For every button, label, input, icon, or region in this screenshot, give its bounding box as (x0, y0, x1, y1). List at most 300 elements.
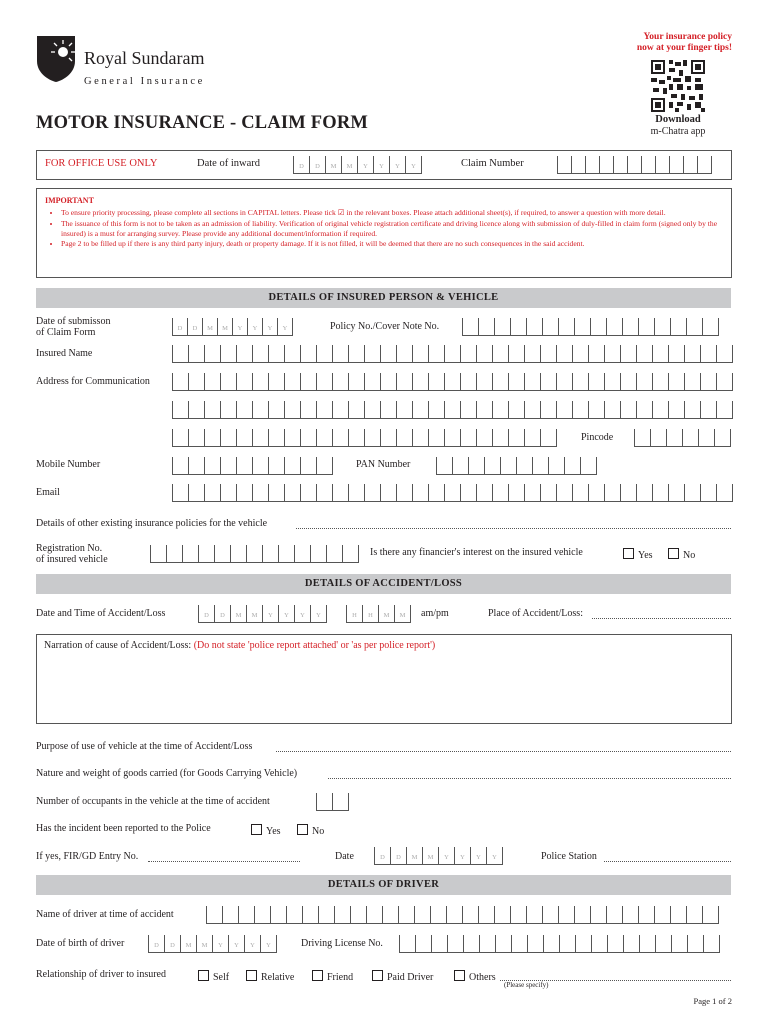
entry-cell[interactable] (269, 429, 285, 446)
entry-cell[interactable] (269, 484, 285, 501)
entry-cell[interactable] (525, 373, 541, 390)
entry-cell[interactable] (173, 401, 189, 418)
relation-self-option[interactable]: Self (198, 970, 229, 983)
entry-cell[interactable] (592, 935, 608, 952)
entry-cell[interactable] (685, 401, 701, 418)
entry-cell[interactable] (173, 484, 189, 501)
entry-cell[interactable] (671, 906, 687, 923)
entry-cell[interactable] (237, 429, 253, 446)
entry-cell[interactable] (640, 935, 656, 952)
entry-cell[interactable] (621, 345, 637, 362)
entry-cell[interactable]: M (379, 605, 395, 622)
entry-cell[interactable] (586, 156, 600, 173)
entry-cell[interactable] (343, 545, 359, 562)
entry-cell[interactable] (557, 484, 573, 501)
fir-line[interactable] (148, 861, 300, 862)
entry-cell[interactable] (333, 345, 349, 362)
entry-cell[interactable] (335, 906, 351, 923)
relation-friend-checkbox[interactable] (312, 970, 323, 981)
entry-cell[interactable] (311, 545, 327, 562)
entry-cell[interactable] (383, 906, 399, 923)
entry-cell[interactable] (653, 401, 669, 418)
relation-friend-option[interactable]: Friend (312, 970, 353, 983)
entry-cell[interactable] (541, 429, 557, 446)
entry-cell[interactable] (623, 318, 639, 335)
entry-cell[interactable] (575, 318, 591, 335)
financier-no-checkbox[interactable] (668, 548, 679, 559)
entry-cell[interactable] (416, 935, 432, 952)
entry-cell[interactable] (397, 373, 413, 390)
entry-cell[interactable] (400, 935, 416, 952)
entry-cell[interactable] (605, 345, 621, 362)
entry-cell[interactable]: D (294, 156, 310, 173)
entry-cell[interactable]: Y (406, 156, 422, 173)
entry-cell[interactable]: Y (390, 156, 406, 173)
entry-cell[interactable] (317, 484, 333, 501)
entry-cell[interactable] (541, 345, 557, 362)
entry-cell[interactable] (637, 484, 653, 501)
entry-cell[interactable] (703, 906, 719, 923)
entry-cell[interactable] (189, 401, 205, 418)
entry-cell[interactable] (669, 345, 685, 362)
entry-cell[interactable] (655, 318, 671, 335)
entry-cell[interactable] (397, 401, 413, 418)
entry-cell[interactable] (285, 345, 301, 362)
entry-cell[interactable] (479, 906, 495, 923)
entry-cell[interactable] (397, 484, 413, 501)
entry-cell[interactable]: Y (213, 935, 229, 952)
entry-cell[interactable] (285, 401, 301, 418)
entry-cell[interactable] (351, 906, 367, 923)
entry-cell[interactable] (263, 545, 279, 562)
entry-cell[interactable] (541, 484, 557, 501)
entry-cell[interactable] (703, 318, 719, 335)
entry-cell[interactable] (221, 401, 237, 418)
entry-cell[interactable]: Y (263, 318, 278, 335)
entry-cell[interactable] (541, 401, 557, 418)
entry-cell[interactable] (223, 906, 239, 923)
entry-cell[interactable] (301, 345, 317, 362)
entry-cell[interactable] (381, 345, 397, 362)
entry-cell[interactable] (717, 484, 733, 501)
entry-cell[interactable] (717, 401, 733, 418)
entry-cell[interactable] (525, 345, 541, 362)
entry-cell[interactable] (231, 545, 247, 562)
entry-cell[interactable] (333, 484, 349, 501)
entry-cell[interactable] (557, 373, 573, 390)
entry-cell[interactable] (461, 401, 477, 418)
entry-cell[interactable] (589, 401, 605, 418)
entry-cell[interactable] (639, 318, 655, 335)
entry-cell[interactable] (333, 429, 349, 446)
entry-cell[interactable] (205, 401, 221, 418)
entry-cell[interactable] (253, 484, 269, 501)
entry-cell[interactable]: D (375, 847, 391, 864)
entry-cell[interactable] (453, 457, 469, 474)
entry-cell[interactable] (432, 935, 448, 952)
relation-others-option[interactable]: Others (454, 970, 496, 983)
entry-cell[interactable] (317, 457, 333, 474)
entry-cell[interactable] (671, 318, 687, 335)
entry-cell[interactable] (608, 935, 624, 952)
entry-cell[interactable] (413, 401, 429, 418)
license-boxes[interactable] (399, 935, 720, 953)
fir-date-boxes[interactable] (374, 847, 503, 865)
entry-cell[interactable] (381, 484, 397, 501)
entry-cell[interactable] (573, 484, 589, 501)
entry-cell[interactable] (413, 484, 429, 501)
entry-cell[interactable] (589, 373, 605, 390)
date-of-inward-boxes[interactable] (293, 156, 422, 174)
entry-cell[interactable]: M (247, 605, 263, 622)
entry-cell[interactable] (317, 345, 333, 362)
entry-cell[interactable] (317, 793, 333, 810)
entry-cell[interactable] (605, 484, 621, 501)
entry-cell[interactable]: M (395, 605, 411, 622)
entry-cell[interactable] (173, 457, 189, 474)
entry-cell[interactable] (581, 457, 597, 474)
relation-relative-checkbox[interactable] (246, 970, 257, 981)
entry-cell[interactable] (333, 793, 349, 810)
entry-cell[interactable] (607, 906, 623, 923)
entry-cell[interactable] (701, 484, 717, 501)
entry-cell[interactable] (651, 429, 667, 446)
entry-cell[interactable] (637, 373, 653, 390)
entry-cell[interactable] (397, 345, 413, 362)
entry-cell[interactable] (493, 484, 509, 501)
entry-cell[interactable] (509, 401, 525, 418)
entry-cell[interactable] (600, 156, 614, 173)
entry-cell[interactable]: Y (295, 605, 311, 622)
place-line[interactable] (592, 618, 731, 619)
entry-cell[interactable]: Y (245, 935, 261, 952)
entry-cell[interactable] (189, 345, 205, 362)
entry-cell[interactable] (477, 345, 493, 362)
entry-cell[interactable] (685, 373, 701, 390)
entry-cell[interactable]: Y (233, 318, 248, 335)
entry-cell[interactable] (253, 345, 269, 362)
entry-cell[interactable] (701, 401, 717, 418)
entry-cell[interactable] (317, 401, 333, 418)
entry-cell[interactable] (221, 429, 237, 446)
entry-cell[interactable] (637, 401, 653, 418)
entry-cell[interactable] (589, 345, 605, 362)
entry-cell[interactable]: M (407, 847, 423, 864)
entry-cell[interactable] (239, 906, 255, 923)
entry-cell[interactable] (365, 484, 381, 501)
entry-cell[interactable] (365, 401, 381, 418)
entry-cell[interactable] (509, 373, 525, 390)
police-no-option[interactable]: No (297, 824, 324, 837)
entry-cell[interactable] (605, 373, 621, 390)
police-yes-checkbox[interactable] (251, 824, 262, 835)
entry-cell[interactable] (287, 906, 303, 923)
entry-cell[interactable] (624, 935, 640, 952)
entry-cell[interactable] (527, 906, 543, 923)
entry-cell[interactable] (623, 906, 639, 923)
address-line-1-boxes[interactable] (172, 373, 733, 391)
entry-cell[interactable] (349, 484, 365, 501)
entry-cell[interactable] (559, 318, 575, 335)
entry-cell[interactable]: Y (358, 156, 374, 173)
entry-cell[interactable] (525, 401, 541, 418)
entry-cell[interactable] (573, 345, 589, 362)
entry-cell[interactable] (621, 401, 637, 418)
entry-cell[interactable] (614, 156, 628, 173)
entry-cell[interactable] (575, 906, 591, 923)
mobile-boxes[interactable] (172, 457, 333, 475)
entry-cell[interactable]: Y (439, 847, 455, 864)
entry-cell[interactable] (509, 345, 525, 362)
entry-cell[interactable] (189, 457, 205, 474)
entry-cell[interactable] (669, 484, 685, 501)
address-line-3-boxes[interactable] (172, 429, 557, 447)
entry-cell[interactable] (215, 545, 231, 562)
entry-cell[interactable] (653, 373, 669, 390)
entry-cell[interactable] (237, 345, 253, 362)
entry-cell[interactable] (445, 373, 461, 390)
entry-cell[interactable] (699, 429, 715, 446)
entry-cell[interactable] (429, 345, 445, 362)
entry-cell[interactable] (549, 457, 565, 474)
entry-cell[interactable] (511, 318, 527, 335)
entry-cell[interactable] (253, 401, 269, 418)
entry-cell[interactable] (189, 429, 205, 446)
entry-cell[interactable]: D (199, 605, 215, 622)
entry-cell[interactable] (415, 906, 431, 923)
entry-cell[interactable] (637, 345, 653, 362)
entry-cell[interactable] (461, 345, 477, 362)
entry-cell[interactable] (285, 429, 301, 446)
entry-cell[interactable] (381, 373, 397, 390)
entry-cell[interactable] (301, 401, 317, 418)
entry-cell[interactable] (527, 318, 543, 335)
entry-cell[interactable] (301, 457, 317, 474)
entry-cell[interactable]: M (218, 318, 233, 335)
entry-cell[interactable] (495, 906, 511, 923)
entry-cell[interactable] (635, 429, 651, 446)
entry-cell[interactable] (685, 345, 701, 362)
entry-cell[interactable] (656, 935, 672, 952)
entry-cell[interactable] (517, 457, 533, 474)
entry-cell[interactable]: Y (278, 318, 293, 335)
entry-cell[interactable]: Y (471, 847, 487, 864)
entry-cell[interactable] (429, 401, 445, 418)
entry-cell[interactable]: D (165, 935, 181, 952)
entry-cell[interactable] (573, 401, 589, 418)
entry-cell[interactable] (509, 429, 525, 446)
entry-cell[interactable]: D (310, 156, 326, 173)
entry-cell[interactable] (479, 318, 495, 335)
entry-cell[interactable] (461, 373, 477, 390)
entry-cell[interactable] (541, 373, 557, 390)
entry-cell[interactable] (365, 429, 381, 446)
police-station-line[interactable] (604, 861, 731, 862)
entry-cell[interactable] (333, 401, 349, 418)
entry-cell[interactable] (493, 429, 509, 446)
entry-cell[interactable] (464, 935, 480, 952)
entry-cell[interactable] (189, 373, 205, 390)
registration-boxes[interactable] (150, 545, 359, 563)
entry-cell[interactable]: Y (374, 156, 390, 173)
entry-cell[interactable] (413, 373, 429, 390)
relation-paid-driver-checkbox[interactable] (372, 970, 383, 981)
entry-cell[interactable] (544, 935, 560, 952)
entry-cell[interactable] (717, 345, 733, 362)
entry-cell[interactable] (461, 429, 477, 446)
entry-cell[interactable]: M (342, 156, 358, 173)
entry-cell[interactable] (381, 401, 397, 418)
claim-number-boxes[interactable] (557, 156, 712, 174)
entry-cell[interactable] (698, 156, 712, 173)
entry-cell[interactable] (565, 457, 581, 474)
entry-cell[interactable] (301, 373, 317, 390)
entry-cell[interactable] (543, 906, 559, 923)
entry-cell[interactable] (683, 429, 699, 446)
entry-cell[interactable] (295, 545, 311, 562)
entry-cell[interactable] (525, 484, 541, 501)
relation-others-checkbox[interactable] (454, 970, 465, 981)
entry-cell[interactable] (669, 373, 685, 390)
entry-cell[interactable] (511, 906, 527, 923)
entry-cell[interactable] (429, 484, 445, 501)
entry-cell[interactable] (559, 906, 575, 923)
entry-cell[interactable] (621, 484, 637, 501)
entry-cell[interactable] (688, 935, 704, 952)
entry-cell[interactable] (496, 935, 512, 952)
entry-cell[interactable] (495, 318, 511, 335)
entry-cell[interactable] (237, 373, 253, 390)
submission-date-boxes[interactable] (172, 318, 293, 336)
entry-cell[interactable] (279, 545, 295, 562)
entry-cell[interactable] (317, 429, 333, 446)
entry-cell[interactable] (639, 906, 655, 923)
entry-cell[interactable] (381, 429, 397, 446)
entry-cell[interactable] (183, 545, 199, 562)
entry-cell[interactable] (333, 373, 349, 390)
entry-cell[interactable] (501, 457, 517, 474)
entry-cell[interactable]: D (391, 847, 407, 864)
entry-cell[interactable] (285, 484, 301, 501)
entry-cell[interactable] (399, 906, 415, 923)
entry-cell[interactable] (207, 906, 223, 923)
entry-cell[interactable]: M (423, 847, 439, 864)
entry-cell[interactable] (247, 545, 263, 562)
entry-cell[interactable] (477, 429, 493, 446)
driver-name-boxes[interactable] (206, 906, 719, 924)
entry-cell[interactable] (591, 906, 607, 923)
entry-cell[interactable] (605, 401, 621, 418)
entry-cell[interactable] (327, 545, 343, 562)
entry-cell[interactable] (512, 935, 528, 952)
pincode-boxes[interactable] (634, 429, 731, 447)
entry-cell[interactable] (429, 373, 445, 390)
entry-cell[interactable] (269, 401, 285, 418)
qr-code[interactable] (651, 60, 705, 112)
entry-cell[interactable] (715, 429, 731, 446)
entry-cell[interactable]: M (203, 318, 218, 335)
entry-cell[interactable] (237, 457, 253, 474)
entry-cell[interactable] (189, 484, 205, 501)
accident-date-boxes[interactable] (198, 605, 327, 623)
entry-cell[interactable] (301, 484, 317, 501)
entry-cell[interactable]: M (197, 935, 213, 952)
driver-dob-boxes[interactable] (148, 935, 277, 953)
entry-cell[interactable] (717, 373, 733, 390)
relation-self-checkbox[interactable] (198, 970, 209, 981)
entry-cell[interactable] (670, 156, 684, 173)
goods-line[interactable] (328, 778, 731, 779)
entry-cell[interactable]: Y (248, 318, 263, 335)
entry-cell[interactable] (349, 345, 365, 362)
entry-cell[interactable] (319, 906, 335, 923)
entry-cell[interactable] (255, 906, 271, 923)
entry-cell[interactable]: D (215, 605, 231, 622)
entry-cell[interactable] (528, 935, 544, 952)
entry-cell[interactable] (151, 545, 167, 562)
entry-cell[interactable] (317, 373, 333, 390)
address-line-2-boxes[interactable] (172, 401, 733, 419)
entry-cell[interactable] (199, 545, 215, 562)
entry-cell[interactable] (642, 156, 656, 173)
entry-cell[interactable] (349, 373, 365, 390)
entry-cell[interactable] (365, 373, 381, 390)
entry-cell[interactable] (628, 156, 642, 173)
entry-cell[interactable] (221, 373, 237, 390)
entry-cell[interactable] (448, 935, 464, 952)
entry-cell[interactable] (558, 156, 572, 173)
entry-cell[interactable] (205, 373, 221, 390)
entry-cell[interactable] (493, 401, 509, 418)
entry-cell[interactable] (167, 545, 183, 562)
entry-cell[interactable] (477, 484, 493, 501)
entry-cell[interactable] (560, 935, 576, 952)
entry-cell[interactable] (701, 373, 717, 390)
entry-cell[interactable]: Y (261, 935, 277, 952)
entry-cell[interactable] (205, 345, 221, 362)
entry-cell[interactable] (607, 318, 623, 335)
entry-cell[interactable]: Y (311, 605, 327, 622)
entry-cell[interactable]: H (347, 605, 363, 622)
police-no-checkbox[interactable] (297, 824, 308, 835)
entry-cell[interactable] (445, 401, 461, 418)
pan-boxes[interactable] (436, 457, 597, 475)
entry-cell[interactable] (653, 345, 669, 362)
entry-cell[interactable] (543, 318, 559, 335)
entry-cell[interactable] (480, 935, 496, 952)
entry-cell[interactable]: D (149, 935, 165, 952)
entry-cell[interactable] (589, 484, 605, 501)
entry-cell[interactable] (271, 906, 287, 923)
entry-cell[interactable] (656, 156, 670, 173)
entry-cell[interactable] (485, 457, 501, 474)
entry-cell[interactable] (477, 401, 493, 418)
relation-relative-option[interactable]: Relative (246, 970, 294, 983)
entry-cell[interactable] (445, 345, 461, 362)
entry-cell[interactable] (655, 906, 671, 923)
entry-cell[interactable] (221, 457, 237, 474)
entry-cell[interactable] (463, 906, 479, 923)
entry-cell[interactable] (173, 345, 189, 362)
entry-cell[interactable]: Y (487, 847, 503, 864)
other-policies-line[interactable] (296, 528, 731, 529)
entry-cell[interactable] (285, 457, 301, 474)
entry-cell[interactable] (269, 457, 285, 474)
entry-cell[interactable] (704, 935, 720, 952)
entry-cell[interactable] (205, 484, 221, 501)
financier-yes-checkbox[interactable] (623, 548, 634, 559)
entry-cell[interactable]: Y (229, 935, 245, 952)
